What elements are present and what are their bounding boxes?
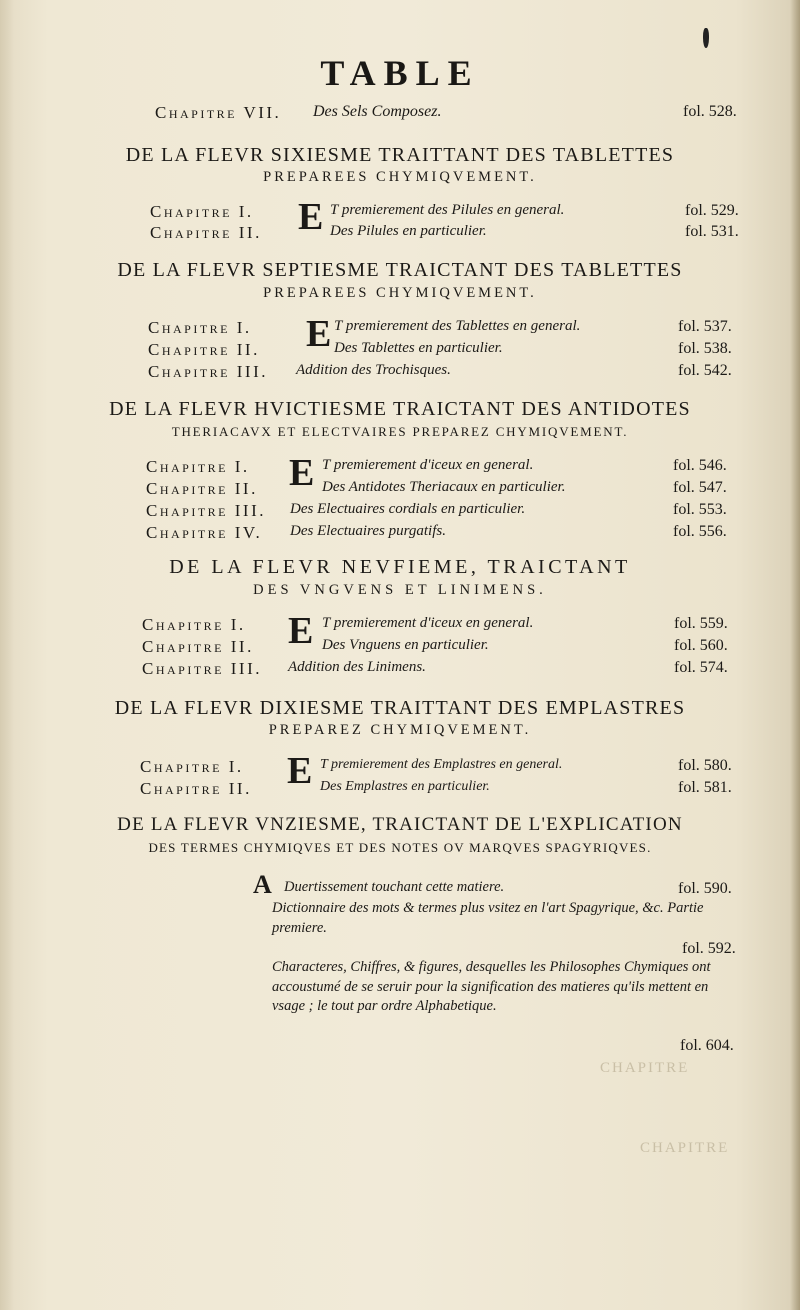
page-edge-left xyxy=(0,0,14,1310)
entry-text: T premierement des Emplastres en general. xyxy=(320,757,563,772)
chapter-label: Chapitre II. xyxy=(146,479,258,498)
chapter-label: Chapitre II. xyxy=(148,340,260,359)
folio: fol. 528. xyxy=(683,103,737,120)
chapter-label: Chapitre III. xyxy=(148,362,268,381)
folio: fol. 574. xyxy=(674,659,728,676)
chapter-label: Chapitre III. xyxy=(142,659,262,678)
chapter-label: Chapitre I. xyxy=(140,757,244,776)
section-subheading: PREPAREZ CHYMIQVEMENT. xyxy=(268,722,532,738)
section-subheading: DES TERMES CHYMIQVES ET DES NOTES OV MARQVES SPAGYRIQVES. xyxy=(148,840,652,855)
bleed-through-text: CHAPITRE xyxy=(600,1060,690,1076)
chapter-label: Chapitre I. xyxy=(148,318,252,337)
drop-cap: E xyxy=(288,610,314,652)
drop-cap: E xyxy=(287,750,313,792)
section-subheading: PREPAREES CHYMIQVEMENT. xyxy=(263,285,537,301)
folio: fol. 546. xyxy=(673,457,727,474)
chapter-label: Chapitre I. xyxy=(146,457,250,476)
section-heading: DE LA FLEVR DIXIESME TRAITTANT DES EMPLASTRES xyxy=(114,697,686,719)
ink-blot xyxy=(703,28,709,48)
chapter-label: Chapitre III. xyxy=(146,501,266,520)
entry-text: Duertissement touchant cette matiere. xyxy=(284,879,505,895)
entry-text: Des Tablettes en particulier. xyxy=(334,340,503,356)
entry-text: T premierement d'iceux en general. xyxy=(322,615,534,631)
folio: fol. 590. xyxy=(678,880,732,897)
folio: fol. 538. xyxy=(678,340,732,357)
folio: fol. 592. xyxy=(682,940,736,957)
entry-text: T premierement des Tablettes en general. xyxy=(334,318,581,334)
section-heading: DE LA FLEVR VNZIESME, TRAICTANT DE L'EXPLICATION xyxy=(117,814,683,835)
bleed-through-text: CHAPITRE xyxy=(640,1140,730,1156)
entry-text: T premierement des Pilules en general. xyxy=(330,202,565,218)
chapter-label: Chapitre II. xyxy=(150,223,262,242)
folio: fol. 529. xyxy=(685,202,739,219)
page-title: TABLE xyxy=(320,53,480,93)
entry-text: Des Vnguens en particulier. xyxy=(322,637,489,653)
entry-text: Addition des Trochisques. xyxy=(296,362,451,378)
folio: fol. 604. xyxy=(680,1037,734,1054)
chapter-label: Chapitre I. xyxy=(142,615,246,634)
entry-text: Des Pilules en particulier. xyxy=(330,223,487,239)
section-subheading: THERIACAVX ET ELECTVAIRES PREPAREZ CHYMIQVEMENT. xyxy=(171,424,629,439)
entry-text: Des Antidotes Theriacaux en particulier. xyxy=(322,479,566,495)
folio: fol. 531. xyxy=(685,223,739,240)
folio: fol. 581. xyxy=(678,779,732,796)
entry-text: Dictionnaire des mots & termes plus vsitez en l'art Spagyrique, &c. Partie premiere. xyxy=(272,900,704,936)
section-heading: DE LA FLEVR NEVFIEME, TRAICTANT xyxy=(169,556,631,578)
folio: fol. 547. xyxy=(673,479,727,496)
drop-cap: A xyxy=(253,870,272,899)
folio: fol. 556. xyxy=(673,523,727,540)
chapter-label: Chapitre I. xyxy=(150,202,254,221)
folio: fol. 580. xyxy=(678,757,732,774)
folio: fol. 560. xyxy=(674,637,728,654)
section-heading: DE LA FLEVR HVICTIESME TRAICTANT DES ANTIDOTES xyxy=(109,398,691,420)
entry-text: Des Sels Composez. xyxy=(313,103,442,120)
folio: fol. 553. xyxy=(673,501,727,518)
drop-cap: E xyxy=(289,452,315,494)
section-subheading: PREPAREES CHYMIQVEMENT. xyxy=(263,169,537,185)
drop-cap: E xyxy=(298,196,324,238)
section-subheading: DES VNGVENS ET LINIMENS. xyxy=(253,582,547,598)
chapter-label: Chapitre II. xyxy=(140,779,252,798)
section-heading: DE LA FLEVR SIXIESME TRAITTANT DES TABLETTES xyxy=(125,144,675,166)
section-heading: DE LA FLEVR SEPTIESME TRAICTANT DES TABLETTES xyxy=(117,259,683,281)
page-edge-right xyxy=(790,0,800,1310)
chapter-label: Chapitre II. xyxy=(142,637,254,656)
drop-cap: E xyxy=(306,313,332,355)
folio: fol. 559. xyxy=(674,615,728,632)
folio: fol. 542. xyxy=(678,362,732,379)
entry-text: T premierement d'iceux en general. xyxy=(322,457,534,473)
entry-text: Des Emplastres en particulier. xyxy=(320,779,490,794)
entry-text: Addition des Linimens. xyxy=(288,659,426,675)
chapter-label: Chapitre VII. xyxy=(155,103,282,122)
folio: fol. 537. xyxy=(678,318,732,335)
entry-text: Characteres, Chiffres, & figures, desquelles les Philosophes Chymiques ont accoustumé de se seruir pour la signification des matieres qu'ils mettent en vsage ; le tout par ordre Alphabetique. xyxy=(272,959,711,1014)
entry-text: Des Electuaires purgatifs. xyxy=(290,523,446,539)
chapter-label: Chapitre IV. xyxy=(146,523,263,542)
entry-text: Des Electuaires cordials en particulier. xyxy=(290,501,526,517)
